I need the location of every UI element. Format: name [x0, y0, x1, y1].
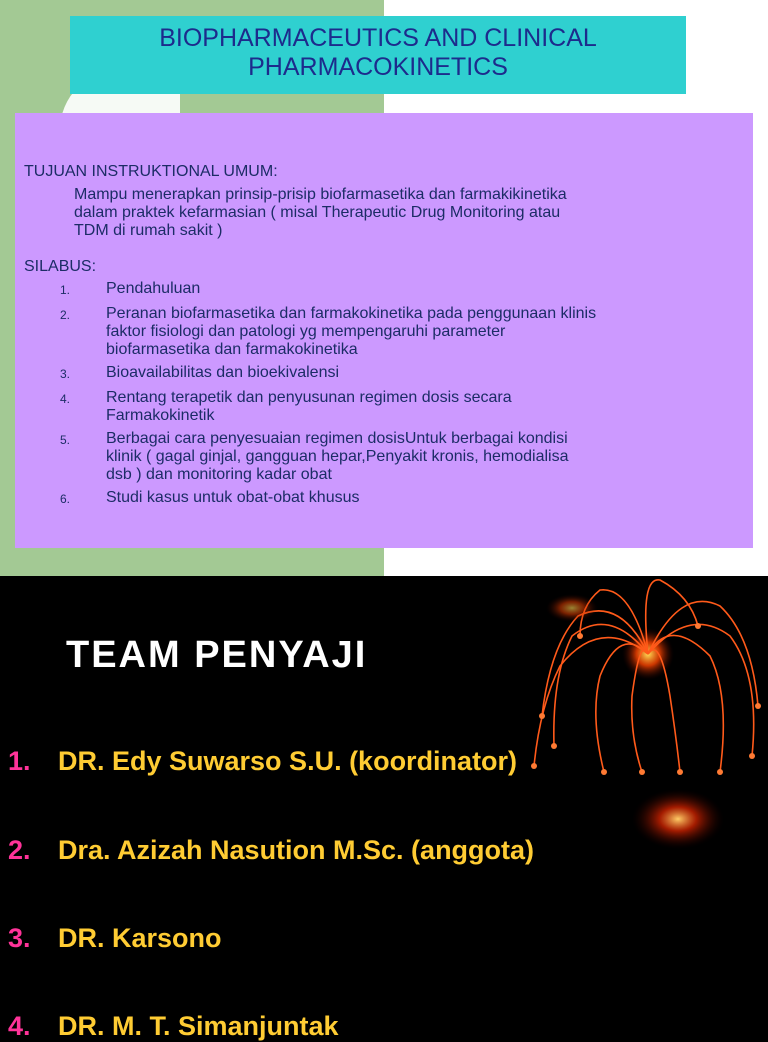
list-item-line: Bioavailabilitas dan bioekivalensi [106, 364, 340, 381]
list-item [24, 489, 743, 509]
slide-title [70, 16, 686, 94]
list-item-text [106, 364, 743, 384]
team-member-1 [8, 746, 517, 777]
list-item-number: 5. [60, 433, 71, 447]
fireworks-icon [520, 576, 768, 776]
objective-heading: TUJUAN INSTRUKTIONAL UMUM: [24, 163, 278, 180]
slide-title-line-2: PHARMACOKINETICS [248, 53, 508, 81]
syllabus-list [24, 280, 743, 509]
objective-text [74, 186, 743, 240]
content-panel [15, 113, 753, 548]
member-name: DR. Edy Suwarso S.U. (koordinator) [58, 746, 518, 776]
slide-team [0, 576, 768, 1041]
member-name: DR. M. T. Simanjuntak [58, 1011, 339, 1041]
list-item [24, 280, 743, 300]
list-item-line: faktor fisiologi dan patologi yg mempengaruhi parameter [106, 323, 506, 340]
list-item-line: biofarmasetika dan farmakokinetika [106, 341, 358, 358]
objective-line-2: dalam praktek kefarmasian ( misal Therapeutic Drug Monitoring atau [74, 204, 561, 221]
list-item-text [106, 280, 743, 300]
list-item-text [106, 305, 743, 359]
team-title: TEAM PENYAJI [66, 634, 368, 676]
list-item-line: Farmakokinetik [106, 407, 215, 424]
list-item-line: Pendahuluan [106, 280, 201, 297]
team-member-4 [8, 1011, 339, 1042]
team-member-2 [8, 835, 534, 866]
member-number: 2. [8, 835, 31, 865]
list-item-line: dsb ) dan monitoring kadar obat [106, 466, 332, 483]
list-item-text [106, 489, 743, 509]
lamp-icon [628, 784, 728, 854]
slide-title-line-1: BIOPHARMACEUTICS AND CLINICAL [159, 24, 597, 52]
objective-line-1: Mampu menerapkan prinsip-prisip biofarmasetika dan farmakikinetika [74, 186, 567, 203]
list-item-line: Rentang terapetik dan penyusunan regimen dosis secara [106, 389, 512, 406]
list-item [24, 430, 743, 484]
list-item [24, 305, 743, 359]
list-item [24, 364, 743, 384]
member-number: 4. [8, 1011, 31, 1041]
list-item-line: Berbagai cara penyesuaian regimen dosisUntuk berbagai kondisi [106, 430, 568, 447]
syllabus-heading: SILABUS: [24, 258, 97, 275]
objective-line-3: TDM di rumah sakit ) [74, 222, 223, 239]
member-number: 3. [8, 923, 31, 953]
list-item-number: 1. [60, 283, 71, 297]
list-item [24, 389, 743, 425]
list-item-text [106, 430, 743, 484]
list-item-number: 3. [60, 367, 71, 381]
list-item-number: 6. [60, 492, 71, 506]
list-item-number: 2. [60, 308, 71, 322]
team-member-3 [8, 923, 222, 954]
list-item-number: 4. [60, 392, 71, 406]
member-name: Dra. Azizah Nasution M.Sc. (anggota) [58, 835, 535, 865]
list-item-line: Studi kasus untuk obat-obat khusus [106, 489, 360, 506]
list-item-text [106, 389, 743, 425]
list-item-line: klinik ( gagal ginjal, gangguan hepar,Penyakit kronis, hemodialisa [106, 448, 569, 465]
list-item-line: Peranan biofarmasetika dan farmakokinetika pada penggunaan klinis [106, 305, 597, 322]
member-name: DR. Karsono [58, 923, 222, 953]
member-number: 1. [8, 746, 31, 776]
